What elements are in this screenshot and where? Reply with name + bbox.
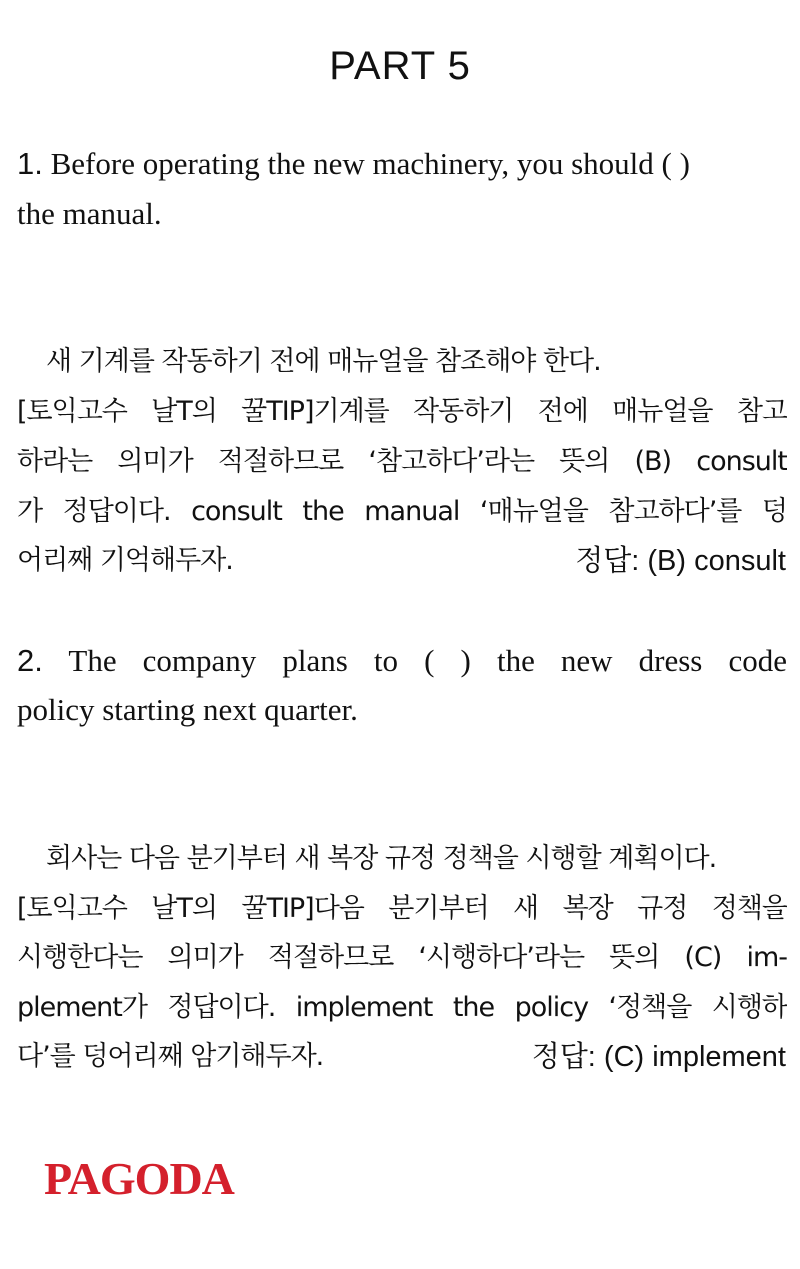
question-1-answer: 정답: (B) consult — [575, 545, 786, 577]
question-2-translation: 회사는 다음 분기부터 새 복장 규정 정책을 시행할 계획이다. — [46, 843, 717, 874]
question-2-stem — [17, 641, 787, 681]
pagoda-logo: PAGODA — [44, 1153, 234, 1204]
question-1-number: 1. — [17, 146, 43, 181]
question-2-answer: 정답: (C) implement — [531, 1041, 786, 1073]
question-1-tip-line-1: [토익고수 날T의 꿀TIP]기계를 작동하기 전에 매뉴얼을 참고 — [17, 396, 787, 427]
question-2-number: 2. — [17, 643, 43, 678]
question-1-stem-line-1: Before operating the new machinery, you should ( ) — [50, 146, 690, 181]
question-1-tip-line-4: 어리째 기억해두자. — [17, 545, 233, 576]
question-2-tip-line-4: 다’를 덩어리째 암기해두자. — [17, 1041, 324, 1072]
question-1-stem-line-2: the manual. — [17, 196, 162, 231]
page-title: PART 5 — [329, 44, 471, 88]
question-1-tip-line-3: 가 정답이다. consult the manual ‘매뉴얼을 참고하다’를 덩 — [17, 496, 787, 527]
question-2-stem-line-2: policy starting next quarter. — [17, 692, 358, 727]
question-2-tip-line-1: [토익고수 날T의 꿀TIP]다음 분기부터 새 복장 규정 정책을 — [17, 893, 787, 924]
question-2-stem-line-1: The company plans to ( ) the new dress code — [68, 643, 787, 678]
question-2-tip-line-3: plement가 정답이다. implement the policy ‘정책을 시행하 — [17, 992, 787, 1023]
question-1-translation: 새 기계를 작동하기 전에 매뉴얼을 참조해야 한다. — [46, 346, 601, 377]
question-1-stem — [17, 144, 787, 184]
question-1-tip-line-2: 하라는 의미가 적절하므로 ‘참고하다’라는 뜻의 (B) consult — [17, 446, 787, 477]
question-2-tip-line-2: 시행한다는 의미가 적절하므로 ‘시행하다’라는 뜻의 (C) im- — [17, 942, 787, 973]
